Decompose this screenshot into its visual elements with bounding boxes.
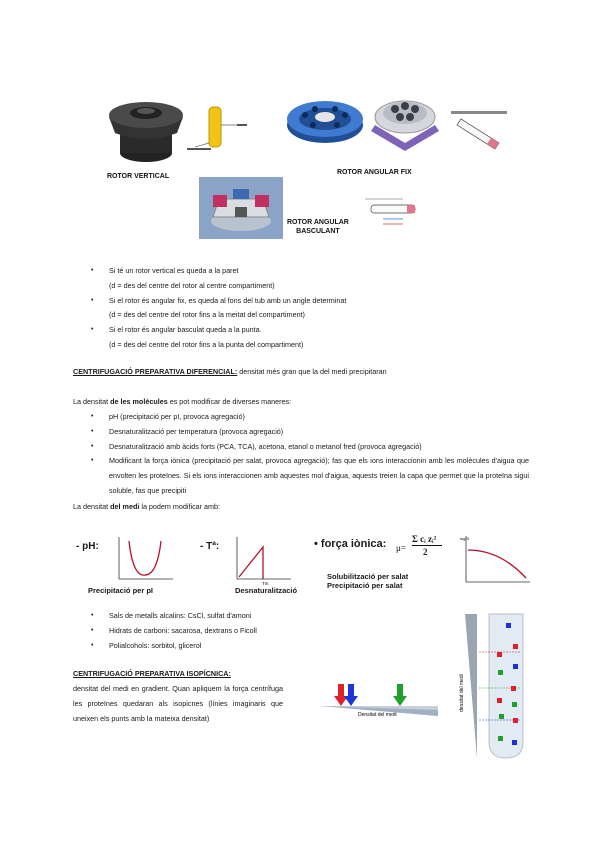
temp-graph	[233, 535, 293, 585]
list-item: • Si el rotor és angular basculat queda a la punta.	[109, 323, 509, 338]
bullet-icon: •	[91, 626, 94, 634]
wedge-label: Densitat del medi	[358, 712, 397, 718]
molecules-intro: La densitat de les molècules es pot modificar de diverses maneres:	[73, 397, 292, 406]
bullet-icon: •	[91, 413, 94, 420]
tube-label: densitat del medi	[459, 674, 465, 712]
bullet-icon: •	[91, 641, 94, 649]
density-wedge-diagram	[318, 680, 440, 722]
bullet-icon: •	[91, 296, 94, 304]
density-tube-diagram	[455, 608, 535, 763]
list-item: • Si el rotor és angular fix, es queda al fons del tub amb un angle determinat	[109, 294, 509, 309]
list-item: • Desnaturalització per temperatura (provoca agregació)	[109, 425, 529, 440]
log-axis-label: log S	[460, 536, 470, 541]
rotor-basculant-image	[199, 177, 283, 239]
bullet-icon: •	[91, 427, 94, 435]
temp-caption: Desnaturalització	[235, 586, 298, 595]
medium-list	[91, 609, 369, 653]
list-item: • pH (precipitació per pI, provoca agregació)	[109, 410, 529, 425]
ionic-caption-2: Precipitació per salat	[327, 581, 403, 590]
rotor-vertical-label: ROTOR VERTICAL	[107, 173, 170, 180]
rotor-vertical-image	[101, 95, 191, 165]
molecules-list	[91, 410, 529, 499]
temp-axis-label: Tm	[262, 581, 269, 585]
list-item-note: (d = des del centre del rotor fins a la punta del compartiment)	[109, 339, 304, 349]
ph-label: - pH:	[76, 541, 99, 552]
ionic-caption-1: Solubilització per salat	[327, 572, 409, 581]
list-item: • Sals de metalls alcalins: CsCl, sulfat d'amoni	[109, 609, 369, 624]
angled-tube-diagram	[447, 107, 511, 157]
list-item-note: (d = des del centre del rotor al centre compartiment)	[109, 280, 275, 290]
rotor-angular-fix-label: ROTOR ANGULAR FIX	[337, 169, 412, 176]
temp-label: - Tª:	[200, 541, 220, 552]
ionic-graph	[460, 534, 532, 584]
medium-intro: La densitat del medi la podem modificar amb:	[73, 502, 221, 511]
ph-caption: Precipitació per pI	[88, 586, 154, 595]
bullet-icon: •	[91, 326, 94, 334]
isopycnic-text: densitat del medi en gradient. Quan apliquem la força centrífuga les proteïnes quedaran als isopicnes (línies imaginaris que uneixen els punts amb la mateixa densitat)	[73, 684, 283, 723]
list-item: • Hidrats de carboni: sacarosa, dextrans o Ficoll	[109, 624, 369, 639]
bullet-icon: •	[91, 612, 94, 619]
bullet-icon: •	[91, 267, 94, 274]
isopycnic-heading: CENTRIFUGACIÓ PREPARATIVA ISOPÍCNICA:	[73, 669, 231, 678]
rotor-figures	[95, 85, 515, 245]
list-item: • Modificant la força iònica (precipitació per salat, provoca agregació); fas que els ions interaccionin amb les molècules d'aigua que envolten les proteïnes. Si els ions interaccionen amb aquestes mol d'aigua, aquests treien la capa que permet que la proteïna sigui soluble, fas que precipiti	[91, 456, 529, 495]
list-item: • Si té un rotor vertical es queda a la paret	[109, 264, 509, 279]
rotor-angular-fix-image	[285, 89, 365, 149]
rotor-list	[91, 264, 509, 353]
differential-heading: CENTRIFUGACIÓ PREPARATIVA DIFERENCIAL: densitat més gran que la del medi precipitaran	[73, 367, 387, 376]
ionic-label: • força iònica:	[314, 538, 387, 550]
ph-graph	[115, 535, 175, 581]
bullet-icon: •	[91, 457, 94, 465]
list-item: • Polialcohols: sorbitol, glicerol	[109, 639, 369, 654]
list-item: • Desnaturalització amb àcids forts (PCA, TCA), acetona, etanol o metanol fred (provoca agregació)	[109, 440, 529, 455]
rotor-basculant-label: ROTOR ANGULAR BASCULANT	[287, 219, 349, 235]
vertical-tube-diagram	[187, 103, 257, 155]
graphs-row: - pH: Precipitació per pI - Tª: Tm Desnaturalització • força iònica: μ= Σ cᵢ zᵢ² 2 Solubilització per salat Precipitació per salat log S	[70, 530, 550, 605]
rotor-angular-fix-image-2	[365, 87, 445, 155]
list-item-note: (d = des del centre del rotor fins a la meitat del compartiment)	[109, 310, 305, 320]
bullet-icon: •	[91, 442, 94, 450]
horizontal-tube-diagram	[363, 193, 427, 229]
